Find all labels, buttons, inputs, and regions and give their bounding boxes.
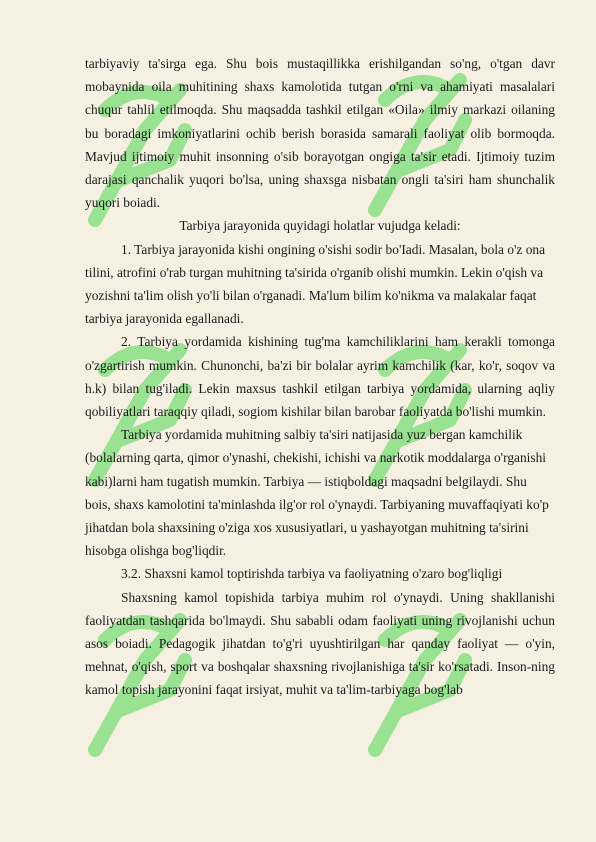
document-body xyxy=(85,52,555,702)
paragraph-point-2: 2. Tarbiya yordamida kishining tug'ma kamchiliklarini ham kerakli tomonga o'zgartirish mumkin. Chunonchi, ba'zi bir bolalar ayrim kamchilik (kar, ko'r, soqov va h.k) bilan tug'iladi. Lekin maxsus tashkil etilgan tarbiya yordamida, ularning aqliy qobiliyatlari taraqqiy qiladi, sogiom kishilar bilan barobar faoliyatda bo'lishi mumkin. xyxy=(85,334,555,420)
paragraph-point-1: 1. Tarbiya jarayonida kishi ongining o'sishi sodir bo'Iadi. Masalan, bola o'z ona tilini, atrofini o'rab turgan muhitning ta'sirida o'rganib olishi mumkin. Lekin o'qish va yozishni ta'lim olish yo'li bilan o'rganadi. Ma'lum bilim ko'nikma va malakalar faqat tarbiya jarayonida egallanadi. xyxy=(85,241,546,327)
paragraph-intro: tarbiyaviy ta'sirga ega. Shu bois mustaqillikka erishilgandan so'ng, o'tgan davr mobaynida oila muhitining shaxs kamolotida tutgan o'rni va ahamiyati masalalari chuqur tahlil etilmoqda. Shu maqsadda tashkil etilgan «Oila» ilmiy markazi oilaning bu boradagi imkoniyatlarini ochib berish borasida samarali faoliyat olib bormoqda. Mavjud ijtimoiy muhit insonning o'sib borayotgan ongiga ta'sir etadi. Ijtimoiy tuzim darajasi qanchalik yuqori bo'lsa, uning shaxsga nisbatan ongli ta'siri ham shunchalik yuqori boiadi. xyxy=(85,56,555,211)
paragraph-activity: Shaxsning kamol topishida tarbiya muhim rol o'ynaydi. Uning shakllanishi faoliyatdan tashqarida bo'lmaydi. Shu sababli odam faoliyati uning rivojlanishi uchun asos boiadi. Pedagogik jihatdan to'g'ri uyushtirilgan har qanday faoliyat — o'yin, mehnat, o'qish, sport va boshqalar shaxsning rivojlanishiga ta'sir ko'rsatadi. Inson-ning kamol topish jarayonini faqat irsiyat, muhit va ta'lim-tarbiyaga bog'lab xyxy=(85,589,555,698)
paragraph-negative-influence: Tarbiya yordamida muhitning salbiy ta'siri natijasida yuz bergan kamchilik (bolalarning qarta, qimor o'ynashi, chekishi, ichishi va narkotik moddalarga o'rganishi kabi)larni ham tugatish mumkin. Tarbiya — istiqboldagi maqsadni belgilaydi. Shu bois, shaxs kamolotini ta'minlashda ilg'or rol o'ynaydi. Tarbiyaning muvaffaqiyati ko'p jihatdan bola shaxsining o'ziga xos xususiyatlari, u yashayotgan muhitning ta'sirini hisobga olishga bog'liqdir. xyxy=(85,427,549,559)
section-heading: 3.2. Shaxsni kamol toptirishda tarbiya va faoliyatning o'zaro bog'liqligi xyxy=(121,566,503,582)
paragraph-heading-states: Tarbiya jarayonida quyidagi holatlar vujudga keladi: xyxy=(179,218,461,234)
